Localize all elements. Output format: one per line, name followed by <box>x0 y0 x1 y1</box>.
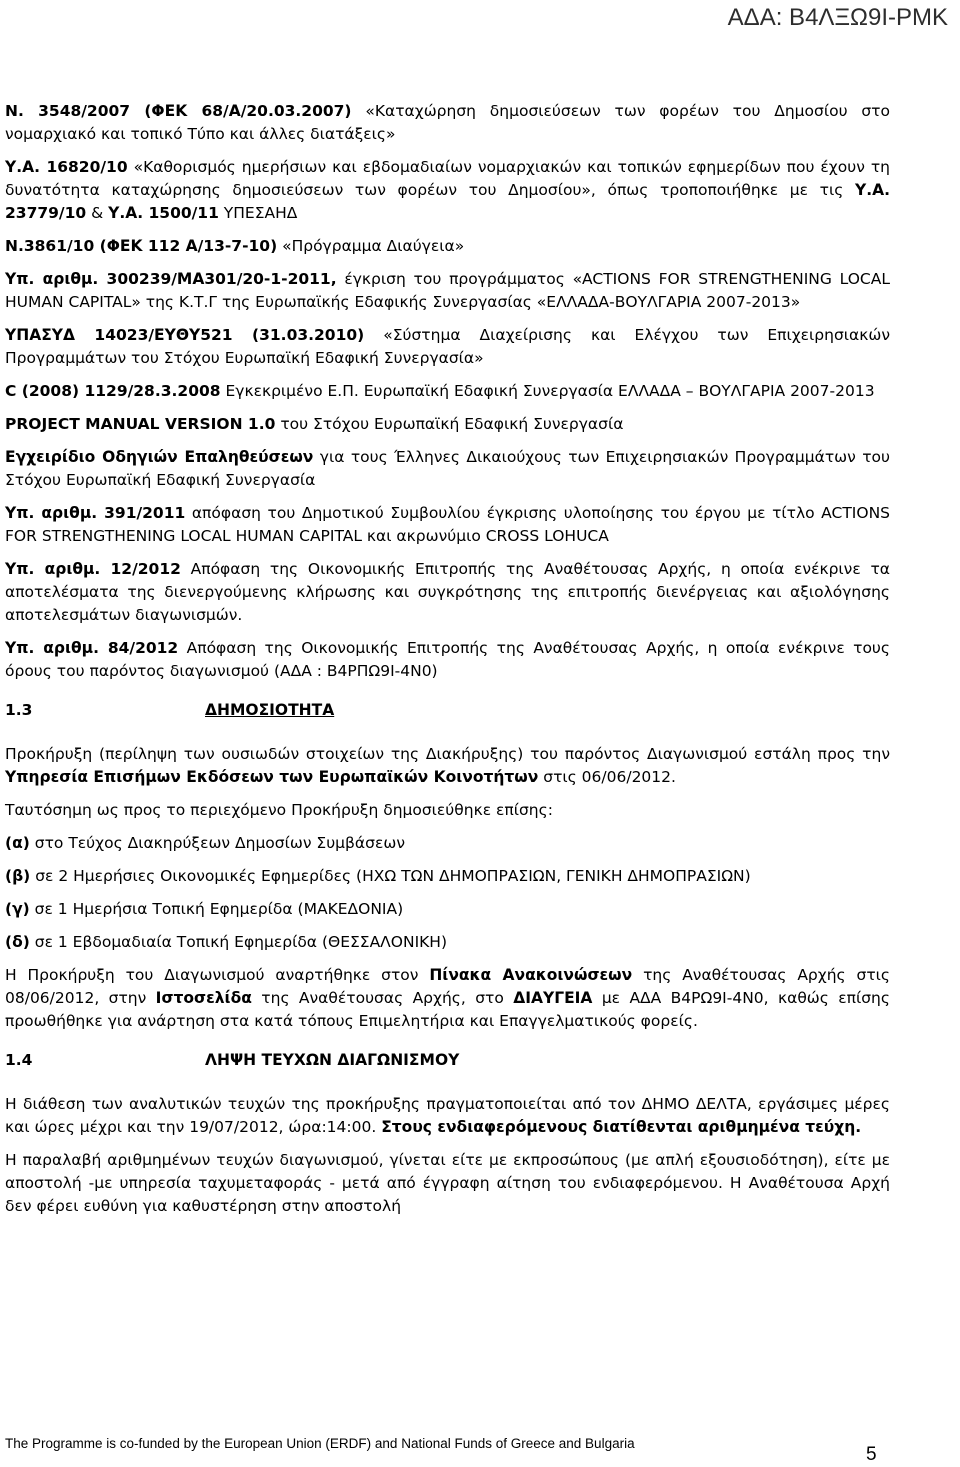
paragraph <box>5 931 890 954</box>
bold-text: ΥΠΑΣΥΔ 14023/ΕΥΘΥ521 (31.03.2010) <box>5 326 365 344</box>
bold-text: Υπ. αριθμ. 12/2012 <box>5 560 181 578</box>
paragraph <box>5 268 890 314</box>
paragraph <box>5 558 890 627</box>
ada-header: ΑΔΑ: Β4ΛΞΩ9Ι-ΡΜΚ <box>727 4 948 31</box>
footer-note: The Programme is co-funded by the European Union (ERDF) and National Funds of Greece and Bulgaria <box>5 1436 635 1451</box>
text: της Αναθέτουσας Αρχής στις 08/06/2012, στην <box>5 966 890 1007</box>
paragraph <box>5 502 890 548</box>
paragraph <box>5 898 890 921</box>
bold-text: Υπ. αριθμ. 391/2011 <box>5 504 186 522</box>
text: του Στόχου Ευρωπαϊκή Εδαφική Συνεργασία <box>275 415 624 433</box>
paragraph <box>5 156 890 225</box>
text: για τους Έλληνες Δικαιούχους των Επιχειρησιακών Προγραμμάτων του Στόχου Ευρωπαϊκή Εδαφική Συνεργασία <box>5 448 890 489</box>
paragraph <box>5 637 890 683</box>
bold-text: N. 3548/2007 (ΦΕΚ 68/Α/20.03.2007) <box>5 102 352 120</box>
bold-text: Υπηρεσία Επισήμων Εκδόσεων των Ευρωπαϊκών Κοινοτήτων <box>5 768 539 786</box>
section-title: ΔΗΜΟΣΙΟΤΗΤΑ <box>205 701 335 719</box>
paragraph <box>5 743 890 789</box>
text: σε 1 Ημερήσια Τοπική Εφημερίδα (ΜΑΚΕΔΟΝΙΑ) <box>29 900 404 918</box>
publicity-section <box>5 743 890 1033</box>
text: έγκριση του προγράμματος «ACTIONS FOR STRENGTHENING LOCAL HUMAN CAPITAL» της Κ.Τ.Γ της Ευρωπαϊκής Εδαφικής Συνεργασίας «ΕΛΛΑΔΑ-ΒΟΥΛΓΑΡΙΑ 2007-2013» <box>5 270 890 311</box>
section-title: ΛΗΨΗ ΤΕΥΧΩΝ ΔΙΑΓΩΝΙΣΜΟΥ <box>205 1051 460 1069</box>
paragraph <box>5 380 890 403</box>
bold-text: Υπ. αριθμ. 84/2012 <box>5 639 179 657</box>
text: Η παραλαβή αριθμημένων τευχών διαγωνισμού, γίνεται είτε με εκπροσώπους (με απλή εξουσιοδότηση), είτε με αποστολή -με υπηρεσία ταχυμεταφοράς - μετά από έγγραφη αίτηση του ενδιαφερόμενου. Η Αναθέτουσα Αρχή δεν φέρει ευθύνη για καθυστέρηση στην αποστολή <box>5 1151 890 1215</box>
text: Η διάθεση των αναλυτικών τευχών της προκήρυξης πραγματοποιείται από τον ΔΗΜΟ ΔΕΛΤΑ, εργάσιμες μέρες και ώρες μέχρι και την 19/07/2012, ώρα:14:00. <box>5 1095 890 1136</box>
bold-text: PROJECT MANUAL VERSION 1.0 <box>5 415 276 433</box>
bold-text: C (2008) 1129/28.3.2008 <box>5 382 221 400</box>
paragraph <box>5 1093 890 1139</box>
paragraph <box>5 865 890 888</box>
document-body <box>5 100 890 1228</box>
text: απόφαση του Δημοτικού Συμβουλίου έγκρισης υλοποίησης του έργου με τίτλο ACTIONS FOR STRENGTHENING LOCAL HUMAN CAPITAL και ακρωνύμιο CROSS LOHUCA <box>5 504 891 545</box>
legislation-list <box>5 100 890 683</box>
tender-docs-section <box>5 1093 890 1218</box>
section-number: 1.4 <box>5 1051 33 1069</box>
bold-text: Ιστοσελίδα <box>155 989 252 1007</box>
paragraph <box>5 413 890 436</box>
bold-text: Υ.Α. 1500/11 <box>108 204 219 222</box>
text: στις 06/06/2012. <box>538 768 676 786</box>
section-1-4-heading <box>5 1051 890 1069</box>
text: Η Προκήρυξη του Διαγωνισμού αναρτήθηκε στον <box>5 966 430 984</box>
text: «Σύστημα Διαχείρισης και Ελέγχου των Επιχειρησιακών Προγραμμάτων του Στόχου Ευρωπαϊκή Εδαφική Συνεργασία» <box>5 326 891 367</box>
text: «Καταχώρηση δημοσιεύσεων των φορέων του Δημοσίου στο νομαρχιακό και τοπικό Τύπο και άλλες διατάξεις» <box>5 102 890 143</box>
bold-text: ΔΙΑΥΓΕΙΑ <box>513 989 593 1007</box>
paragraph <box>5 1149 890 1218</box>
text: ΥΠΕΣΑΗΔ <box>218 204 298 222</box>
bold-text: Υπ. αριθμ. 300239/ΜΑ301/20-1-2011, <box>5 270 337 288</box>
bold-text: (δ) <box>5 933 30 951</box>
text: της Αναθέτουσας Αρχής, στο <box>251 989 514 1007</box>
text: «Καθορισμός ημερήσιων και εβδομαδιαίων νομαρχιακών και τοπικών εφημερίδων που έχουν τη δυνατότητα καταχώρησης δημοσιεύσεων των φορέων του Δημοσίου», όπως τροποποιήθηκε με τις <box>5 158 890 199</box>
bold-text: Εγχειρίδιο Οδηγιών Επαληθεύσεων <box>5 448 314 466</box>
text: σε 1 Εβδομαδιαία Τοπική Εφημερίδα (ΘΕΣΣΑΛΟΝΙΚΗ) <box>29 933 448 951</box>
paragraph <box>5 100 890 146</box>
paragraph <box>5 832 890 855</box>
paragraph <box>5 799 890 822</box>
section-number: 1.3 <box>5 701 33 719</box>
paragraph <box>5 324 890 370</box>
paragraph <box>5 964 890 1033</box>
text: & <box>86 204 109 222</box>
bold-text: N.3861/10 (ΦΕΚ 112 Α/13-7-10) <box>5 237 278 255</box>
text: Απόφαση της Οικονομικής Επιτροπής της Αναθέτουσας Αρχής, η οποία ενέκρινε τα αποτελέσματα της διενεργούμενης κλήρωσης και συγκρότησης της επιτροπής διενέργειας και αξιολόγησης αποτελεσμάτων διαγωνισμών. <box>5 560 890 624</box>
section-1-3-heading <box>5 701 890 719</box>
bold-text: Πίνακα Ανακοινώσεων <box>429 966 633 984</box>
text: στο Τεύχος Διακηρύξεων Δημοσίων Συμβάσεων <box>29 834 405 852</box>
bold-text: (β) <box>5 867 31 885</box>
paragraph <box>5 235 890 258</box>
page-number: 5 <box>866 1444 877 1465</box>
text: Εγκεκριμένο Ε.Π. Ευρωπαϊκή Εδαφική Συνεργασία ΕΛΛΑΔΑ – ΒΟΥΛΓΑΡΙΑ 2007-2013 <box>220 382 875 400</box>
text: Απόφαση της Οικονομικής Επιτροπής της Αναθέτουσας Αρχής, η οποία ενέκρινε τους όρους του παρόντος διαγωνισμού (ΑΔΑ : Β4ΡΠΩ9Ι-4Ν0) <box>5 639 891 680</box>
bold-text: Στους ενδιαφερόμενους διατίθενται αριθμημένα τεύχη. <box>381 1118 862 1136</box>
text: «Πρόγραμμα Διαύγεια» <box>277 237 465 255</box>
text: Προκήρυξη (περίληψη των ουσιωδών στοιχείων της Διακήρυξης) του παρόντος Διαγωνισμού εστάλη προς την <box>5 745 890 763</box>
text: Ταυτόσημη ως προς το περιεχόμενο Προκήρυξη δημοσιεύθηκε επίσης: <box>5 801 553 819</box>
text: σε 2 Ημερήσιες Οικονομικές Εφημερίδες (ΗΧΩ ΤΩΝ ΔΗΜΟΠΡΑΣΙΩΝ, ΓΕΝΙΚΗ ΔΗΜΟΠΡΑΣΙΩΝ) <box>30 867 751 885</box>
bold-text: (α) <box>5 834 30 852</box>
text: με ΑΔΑ Β4ΡΩ9Ι-4Ν0, καθώς επίσης προωθήθηκε για ανάρτηση στα κατά τόπους Επιμελητήρια και Επαγγελματικούς φορείς. <box>5 989 890 1030</box>
paragraph <box>5 446 890 492</box>
bold-text: (γ) <box>5 900 30 918</box>
bold-text: Υ.Α. 23779/10 <box>5 181 890 222</box>
bold-text: Υ.Α. 16820/10 <box>5 158 128 176</box>
